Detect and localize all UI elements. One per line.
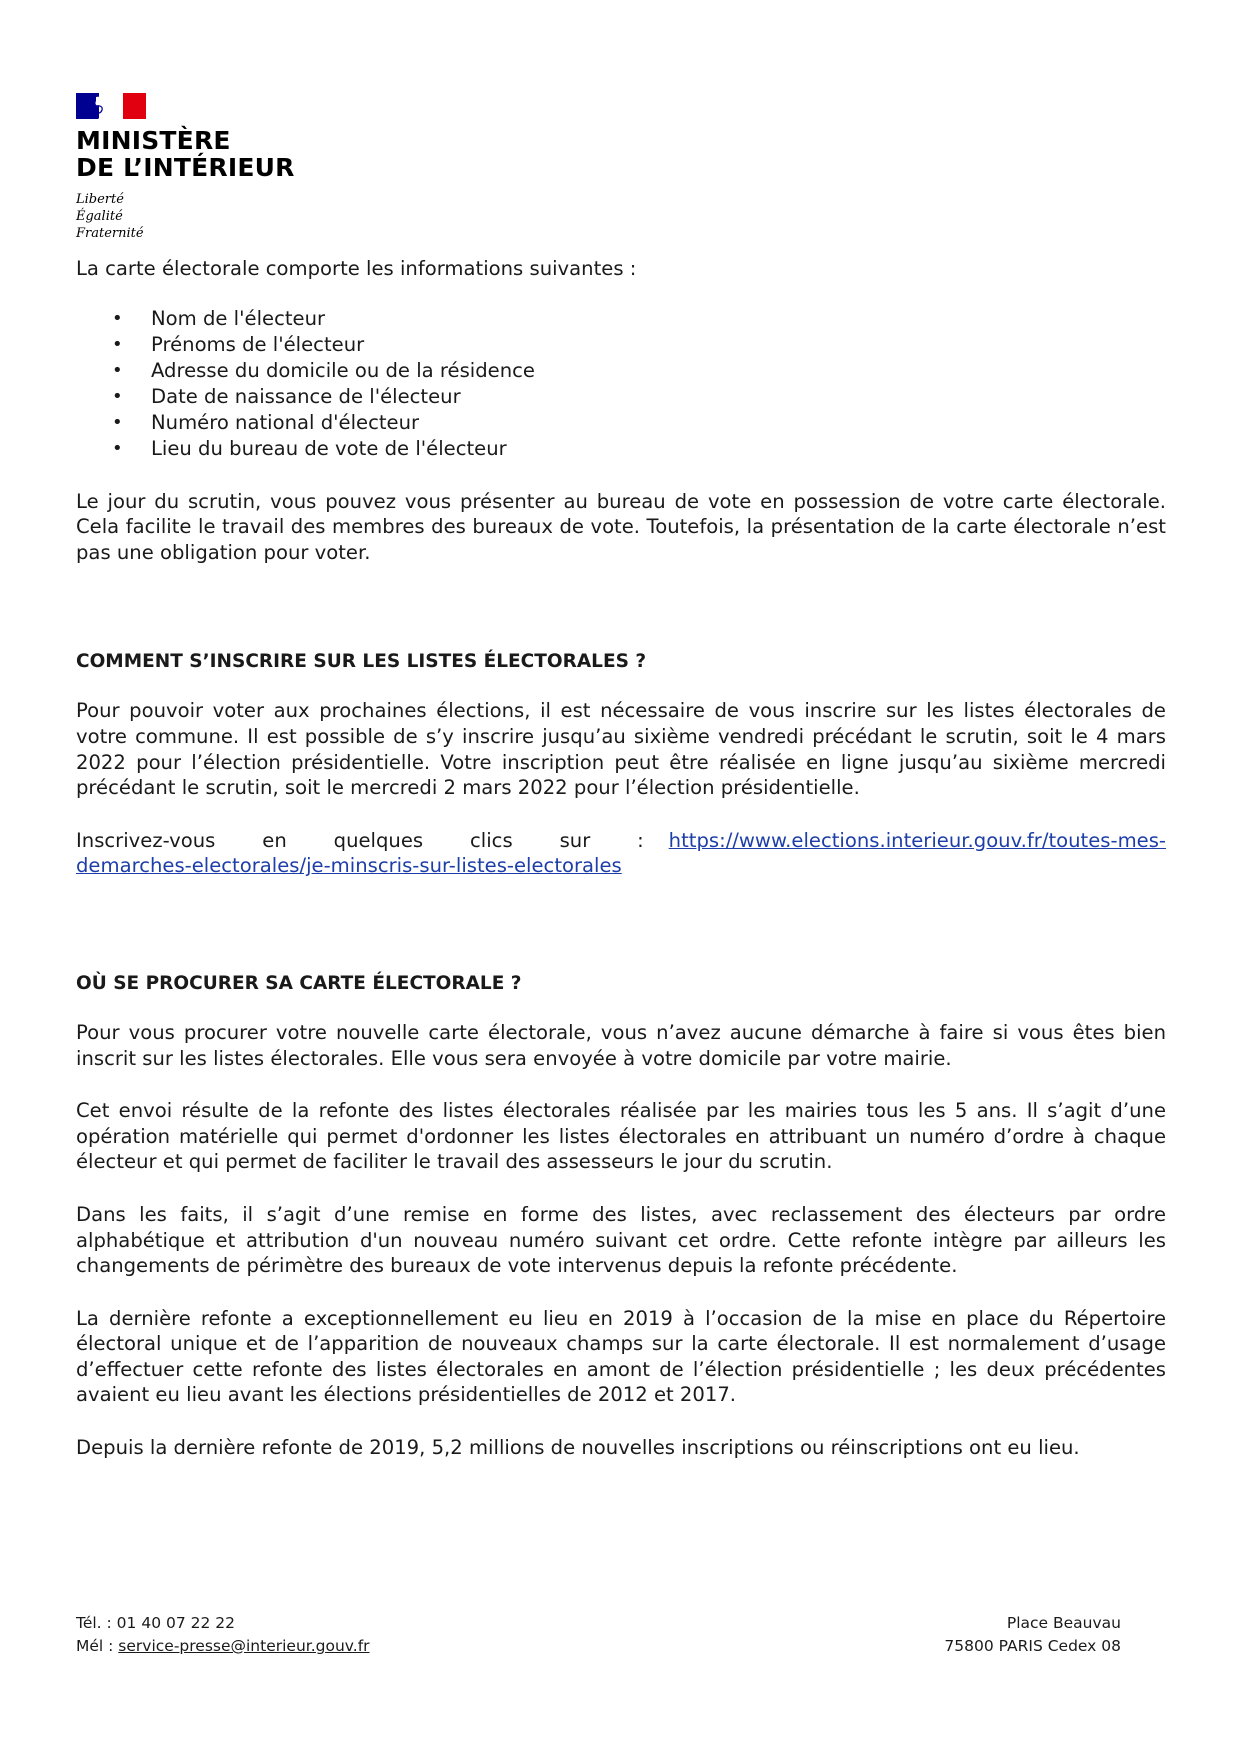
bullet-icon: • [112, 437, 123, 459]
ministry-name-line1: MINISTÈRE [76, 126, 231, 155]
bullet-icon: • [112, 411, 123, 433]
footer-email-link[interactable]: service-presse@interieur.gouv.fr [118, 1637, 370, 1655]
link-prefix: Inscrivez-vous en quelques clics sur : [76, 828, 644, 852]
list-item [76, 332, 1166, 358]
registration-paragraph: Pour pouvoir voter aux prochaines élections, il est nécessaire de vous inscrire sur les listes électorales de votre commune. Il est possible de s’y inscrire jusqu’au sixième vendredi précédant le scrutin, soit le 4 mars 2022 pour l’élection présidentielle. Votre inscription peut être réalisée en ligne jusqu’au sixième mercredi précédant le scrutin, soit le mercredi 2 mars 2022 pour l’élection présidentielle. [76, 699, 1166, 800]
footer-contact [76, 1612, 370, 1658]
list-item [76, 358, 1166, 384]
footer-phone: Tél. : 01 40 07 22 22 [76, 1614, 236, 1632]
motto-liberte: Liberté [76, 192, 124, 207]
card-paragraph: Depuis la dernière refonte de 2019, 5,2 millions de nouvelles inscriptions ou réinscriptions ont eu lieu. [76, 1436, 1080, 1460]
footer-address-line1: Place Beauvau [1006, 1614, 1121, 1632]
ministry-name-line2: DE L’INTÉRIEUR [76, 153, 295, 182]
list-item-text: Date de naissance de l'électeur [151, 384, 461, 408]
list-item-text: Adresse du domicile ou de la résidence [151, 358, 535, 382]
list-item [76, 410, 1166, 436]
registration-link[interactable]: https://www.elections.interieur.gouv.fr/toutes-mes-demarches-electorales/je-minscris-sur-listes-electorales [76, 828, 1166, 878]
card-paragraph: Cet envoi résulte de la refonte des listes électorales réalisée par les mairies tous les 5 ans. Il s’agit d’une opération matérielle qui permet d'ordonner les listes électorales en attribuant un numéro d’ordre à chaque électeur et qui permet de faciliter le travail des assesseurs le jour du scrutin. [76, 1099, 1166, 1174]
bullet-icon: • [112, 307, 123, 329]
republic-motto [76, 191, 336, 242]
list-item [76, 384, 1166, 410]
document-body [76, 256, 1166, 1461]
bullet-icon: • [112, 359, 123, 381]
vote-day-paragraph: Le jour du scrutin, vous pouvez vous présenter au bureau de vote en possession de votre carte électorale. Cela facilite le travail des membres des bureaux de vote. Toutefois, la présentation de la carte électorale n’est pas une obligation pour voter. [76, 489, 1166, 564]
footer-email-line [76, 1635, 370, 1658]
list-item [76, 436, 1166, 462]
marianne-logo-icon [76, 93, 146, 119]
bullet-icon: • [112, 385, 123, 407]
card-paragraph: La dernière refonte a exceptionnellement eu lieu en 2019 à l’occasion de la mise en place du Répertoire électoral unique et de l’apparition de nouveaux champs sur la carte électorale. Il est normalement d’usage d’effectuer cette refonte des listes électorales en amont de l’élection présidentielle ; les deux précédentes avaient eu lieu avant les élections présidentielles de 2012 et 2017. [76, 1306, 1166, 1407]
list-item-text: Prénoms de l'électeur [151, 332, 365, 356]
list-item-text: Nom de l'électeur [151, 306, 326, 330]
card-paragraph: Pour vous procurer votre nouvelle carte électorale, vous n’avez aucune démarche à faire si vous êtes bien inscrit sur les listes électorales. Elle vous sera envoyée à votre domicile par votre mairie. [76, 1020, 1166, 1070]
list-item-text: Lieu du bureau de vote de l'électeur [151, 436, 507, 460]
intro-text: La carte électorale comporte les informations suivantes : [76, 257, 637, 280]
footer-address-line2: 75800 PARIS Cedex 08 [944, 1637, 1121, 1655]
footer-email-label: Mél : [76, 1637, 119, 1655]
section-heading-registration: COMMENT S’INSCRIRE SUR LES LISTES ÉLECTORALES ? [76, 651, 647, 673]
motto-fraternite: Fraternité [76, 226, 144, 241]
ministry-logo-block [76, 93, 336, 242]
registration-link-paragraph [76, 828, 1166, 879]
section-heading-card: OÙ SE PROCURER SA CARTE ÉLECTORALE ? [76, 972, 522, 994]
card-paragraph: Dans les faits, il s’agit d’une remise en forme des listes, avec reclassement des électeurs par ordre alphabétique et attribution d'un nouveau numéro suivant cet ordre. Cette refonte intègre par ailleurs les changements de périmètre des bureaux de vote intervenus depuis la refonte précédente. [76, 1202, 1166, 1278]
footer-address [944, 1612, 1121, 1658]
list-item-text: Numéro national d'électeur [151, 410, 420, 434]
list-item [76, 306, 1166, 332]
card-fields-list [76, 306, 1166, 462]
motto-egalite: Égalité [76, 209, 123, 224]
ministry-name [76, 127, 336, 181]
bullet-icon: • [112, 333, 123, 355]
